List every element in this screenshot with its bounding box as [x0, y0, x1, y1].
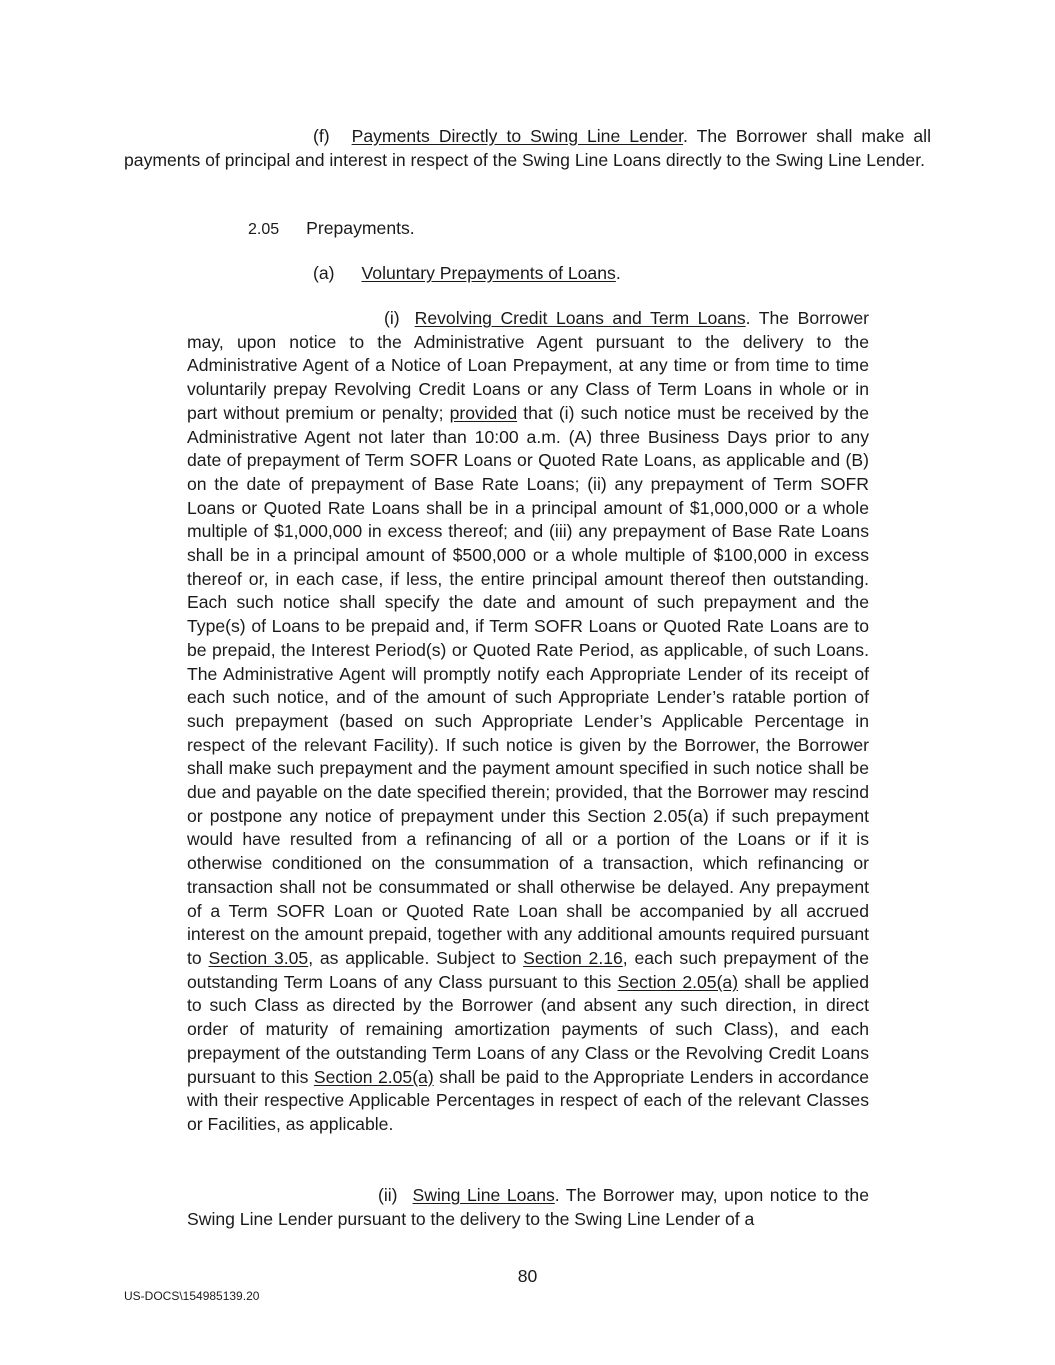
section-ref-3-05: Section 3.05: [208, 947, 309, 968]
section-ref-2-05a-first: Section 2.05(a): [617, 971, 739, 992]
section-number: 2.05: [248, 221, 280, 238]
section-ref-2-05a-second: Section 2.05(a): [313, 1066, 434, 1087]
subsection-i-text-5: shall be applied to such Class as directed by the Borrower (and absent any such direction, in direct order of maturity of remaining amortization payments of such Class), and each prepayment of the outstanding Term Loans of any Class or the Revolving Credit Loans pursuant to this: [187, 971, 869, 1087]
page-number: 80: [517, 1266, 538, 1286]
paragraph-f-marker: (f): [313, 126, 330, 146]
subsection-i-text-1: . The Borrower may, upon notice to the Administrative Agent pursuant to the delivery to the Administrative Agent of a Notice of Loan Prepayment, at any time or from time to time voluntarily prepay Revolving Credit Loans or any Class of Term Loans in whole or in part without premium or penalty;: [187, 308, 869, 423]
subsection-i-text-4: , each such prepayment of the outstanding Term Loans of any Class pursuant to this: [187, 947, 869, 992]
subsection-i-marker: (i): [384, 308, 400, 328]
paragraph-f-text: . The Borrower shall make all payments of principal and interest in respect of the Swing Line Loans directly to the Swing Line Lender.: [124, 126, 931, 170]
document-id: US-DOCS\154985139.20: [124, 1289, 260, 1303]
subsection-ii-heading: Swing Line Loans: [412, 1185, 555, 1205]
subsection-i-text-3: , as applicable. Subject to: [308, 947, 524, 968]
subsection-i-heading: Revolving Credit Loans and Term Loans: [414, 308, 746, 328]
subsection-i-text-2: that (i) such notice must be received by the Administrative Agent not later than 10:00 a.m. (A) three Business Days prior to any date of prepayment of Term SOFR Loans or Quoted Rate Loans, as applicable and (B) on the date of prepayment of Base Rate Loans; (ii) any prepayment of Term SOFR Loans or Quoted Rate Loans shall be in a principal amount of $1,000,000 or a whole multiple of $1,000,000 in excess thereof; and (iii) any prepayment of Base Rate Loans shall be in a principal amount of $500,000 or a whole multiple of $100,000 in excess thereof or, in each case, if less, the entire principal amount thereof then outstanding. Each such notice shall specify the date and amount of such prepayment and the Type(s) of Loans to be prepaid and, if Term SOFR Loans or Quoted Rate Loans are to be prepaid, the Interest Period(s) or Quoted Rate Period, as applicable, of such Loans. The Administrative Agent will promptly notify each Appropriate Lender of its receipt of each such notice, and of the amount of such Appropriate Lender’s ratable portion of such prepayment (based on such Appropriate Lender’s Applicable Percentage in respect of the relevant Facility). If such notice is given by the Borrower, the Borrower shall make such prepayment and the payment amount specified in such notice shall be due and payable on the date specified therein; provided, that the Borrower may rescind or postpone any notice of prepayment under this Section 2.05(a) if such prepayment would have resulted from a refinancing of all or a portion of the Loans or if it is otherwise conditioned on the consummation of a transaction, which refinancing or transaction shall not be consummated or shall otherwise be delayed. Any prepayment of a Term SOFR Loan or Quoted Rate Loan shall be accompanied by all accrued interest on the amount prepaid, together with any additional amounts required pursuant to: [187, 402, 869, 968]
subsection-a-heading: Voluntary Prepayments of Loans: [361, 263, 616, 283]
subsection-a-period: .: [615, 263, 621, 283]
section-heading: [248, 217, 415, 242]
subsection-ii: [187, 1184, 869, 1231]
provided-term: provided: [449, 402, 518, 423]
section-title: Prepayments.: [306, 218, 415, 238]
subsection-ii-marker: (ii): [378, 1185, 398, 1205]
subsection-i: [187, 307, 869, 1137]
section-ref-2-16: Section 2.16: [523, 947, 623, 968]
subsection-ii-text: . The Borrower may, upon notice to the Swing Line Lender pursuant to the delivery to the Swing Line Lender of a: [187, 1185, 870, 1229]
paragraph-f: [124, 125, 931, 172]
subsection-a-marker: (a): [313, 263, 335, 283]
subsection-i-text-6: shall be paid to the Appropriate Lenders in accordance with their respective Applicable Percentages in respect of each of the relevant Classes or Facilities, as applicable.: [187, 1066, 869, 1134]
paragraph-f-heading: Payments Directly to Swing Line Lender: [351, 126, 684, 146]
subsection-a: [313, 262, 621, 286]
